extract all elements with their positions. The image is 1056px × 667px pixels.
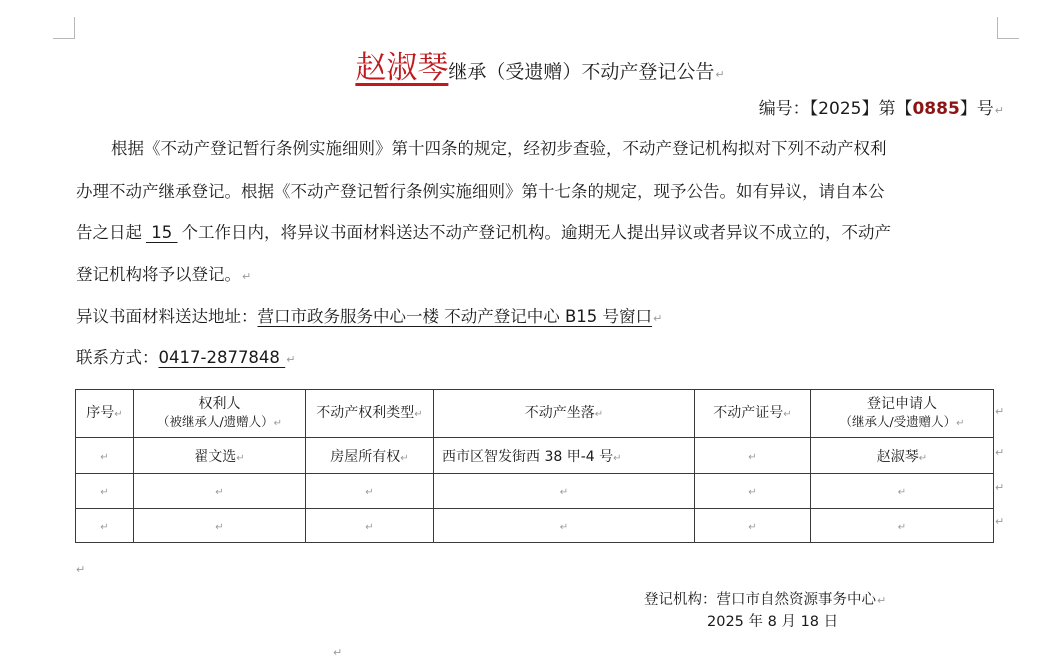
body-line-3	[76, 219, 1000, 243]
cell-empty	[134, 474, 306, 509]
objection-address	[76, 303, 1000, 327]
row-end-mark: ↵	[995, 481, 1005, 494]
cell-empty	[434, 509, 695, 543]
page-corner-top-right	[997, 17, 1019, 39]
cell-mark: ↵	[273, 417, 283, 429]
cell-empty	[434, 474, 695, 509]
cell-holder-text: 翟文选	[194, 448, 237, 465]
header-holder-line2	[136, 413, 303, 433]
paragraph-mark: ↵	[994, 104, 1004, 117]
paragraph-mark: ↵	[877, 594, 887, 607]
cell-mark: ↵	[100, 451, 109, 463]
title-text: 继承（受遗赠）不动产登记公告	[448, 61, 715, 83]
address-label: 异议书面材料送达地址：	[76, 307, 258, 326]
body-line-3-post: 个工作日内，将异议书面材料送达不动产登记机构。逾期无人提出异议或者异议不成立的，不动产	[181, 223, 891, 242]
cell-seq	[76, 438, 134, 474]
cell-mark: ↵	[748, 487, 757, 498]
cell-mark: ↵	[783, 408, 792, 420]
body-line-3-pre: 告之日起	[76, 223, 142, 242]
doc-number-value: 0885	[912, 99, 960, 119]
cell-empty	[306, 474, 434, 509]
cell-mark: ↵	[236, 452, 245, 464]
header-right-type-text: 不动产权利类型	[316, 404, 415, 421]
doc-number-suffix: 号	[976, 99, 994, 119]
cell-mark: ↵	[215, 521, 224, 533]
paragraph-mark: ↵	[242, 270, 252, 283]
doc-number-prefix: 编号：【2025】第	[758, 99, 896, 119]
cell-applicant-text: 赵淑琴	[876, 448, 919, 465]
cell-mark: ↵	[400, 452, 409, 464]
header-location	[434, 390, 695, 438]
doc-number-bracket-close: 】	[959, 99, 977, 119]
header-applicant-line2-text: （继承人/受遗赠人）	[839, 413, 957, 429]
paragraph-mark: ↵	[653, 312, 663, 325]
cell-holder	[134, 438, 306, 474]
empty-paragraph-mark: ↵	[333, 646, 343, 659]
body-line-1	[76, 135, 1000, 159]
notice-date: 2025 年 8 月 18 日	[707, 614, 839, 630]
contact-info	[76, 344, 1000, 368]
cell-applicant	[811, 438, 994, 474]
cell-mark: ↵	[897, 487, 907, 498]
contact-label: 联系方式：	[76, 348, 159, 367]
cell-mark: ↵	[414, 408, 423, 420]
body-line-2	[76, 178, 1000, 202]
document-number	[759, 94, 1004, 119]
empty-paragraph-mark: ↵	[76, 563, 86, 576]
header-seq	[76, 390, 134, 438]
body-line-4	[76, 261, 1000, 285]
registration-authority	[644, 588, 886, 609]
cell-mark: ↵	[559, 487, 569, 498]
doc-number-bracket-open: 【	[895, 99, 913, 119]
cell-mark: ↵	[956, 417, 965, 429]
header-holder	[134, 390, 306, 438]
header-cert-no	[695, 390, 811, 438]
registration-table	[75, 389, 994, 543]
cell-mark: ↵	[365, 521, 374, 533]
cell-location	[434, 438, 695, 474]
cell-mark: ↵	[748, 521, 757, 533]
cell-empty	[306, 509, 434, 543]
cell-mark: ↵	[114, 408, 123, 420]
row-end-mark: ↵	[995, 446, 1005, 459]
address-value: 营口市政务服务中心一楼 不动产登记中心 B15 号窗口	[257, 307, 653, 326]
cell-mark: ↵	[365, 487, 374, 498]
cell-empty	[134, 509, 306, 543]
cell-mark: ↵	[897, 521, 907, 533]
cell-mark: ↵	[100, 487, 109, 498]
row-end-mark: ↵	[995, 515, 1005, 528]
row-end-mark: ↵	[995, 405, 1005, 418]
cell-empty	[811, 509, 994, 543]
header-cert-no-text: 不动产证号	[713, 404, 784, 421]
paragraph-mark: ↵	[286, 353, 296, 366]
header-location-text: 不动产坐落	[524, 404, 595, 421]
header-seq-text: 序号	[86, 404, 115, 421]
header-right-type	[306, 390, 434, 438]
cell-right-type-text: 房屋所有权	[330, 448, 401, 465]
header-applicant-line2	[813, 413, 991, 433]
table-row	[76, 509, 994, 543]
cell-mark: ↵	[748, 451, 757, 463]
cell-empty	[811, 474, 994, 509]
cell-empty	[695, 474, 811, 509]
header-holder-line2-text: （被继承人/遗赠人）	[156, 413, 274, 429]
cell-mark: ↵	[559, 521, 569, 533]
table-header-row	[76, 390, 994, 438]
cell-cert-no	[695, 438, 811, 474]
header-holder-line1: 权利人	[198, 395, 241, 412]
cell-empty	[695, 509, 811, 543]
notice-title	[0, 42, 1056, 87]
title-applicant-name: 赵淑琴	[355, 50, 449, 86]
cell-location-text: 西市区智发街西 38 甲-4 号	[442, 448, 614, 465]
registration-authority-text: 登记机构：营口市自然资源事务中心	[644, 592, 876, 608]
body-line-4-text: 登记机构将予以登记。	[76, 265, 241, 284]
header-applicant	[811, 390, 994, 438]
cell-mark: ↵	[594, 408, 604, 420]
page-corner-top-left	[53, 17, 75, 39]
table-row	[76, 438, 994, 474]
cell-empty	[76, 474, 134, 509]
table-row	[76, 474, 994, 509]
cell-right-type	[306, 438, 434, 474]
header-applicant-line1: 登记申请人	[867, 395, 937, 412]
cell-empty	[76, 509, 134, 543]
cell-mark: ↵	[918, 452, 928, 464]
cell-mark: ↵	[100, 521, 109, 533]
paragraph-mark: ↵	[715, 68, 725, 81]
contact-phone: 0417-2877848	[158, 348, 286, 367]
cell-mark: ↵	[613, 452, 622, 464]
cell-mark: ↵	[215, 487, 224, 498]
body-line-2-text: 办理不动产继承登记。根据《不动产登记暂行条例实施细则》第十七条的规定，现予公告。如有异议，请自本公	[76, 182, 885, 201]
objection-days: 15	[146, 223, 178, 242]
body-line-1-text: 根据《不动产登记暂行条例实施细则》第十四条的规定，经初步查验，不动产登记机构拟对下列不动产权利	[111, 139, 887, 158]
